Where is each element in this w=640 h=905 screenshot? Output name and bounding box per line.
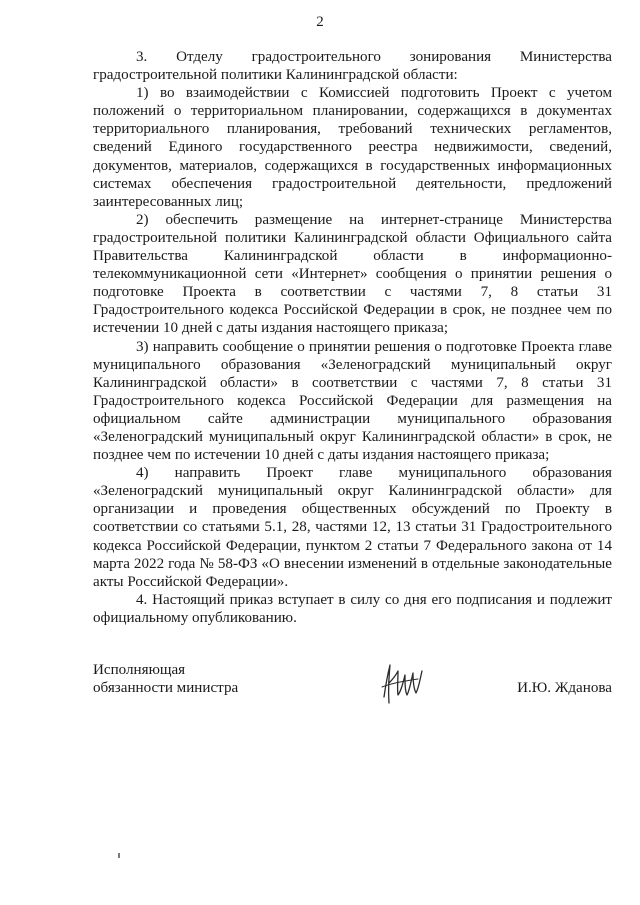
scan-mark [118, 853, 120, 858]
subparagraph-3: 3) направить сообщение о принятии решения о подготовке Проекта главе муниципального образования «Зеленоградский муниципальный округ Калининградской области» в соответствии с частями 7, 8 статьи 31 Градостроительного кодекса Российской Федерации для размещения на официальном сайте администрации муниципального образования «Зеленоградский муниципальный округ Калининградской области» в срок, не позднее чем по истечении 10 дней с даты издания настоящего приказа; [93, 338, 612, 464]
signatory-position-line2: обязанности министра [93, 680, 239, 697]
order-body [93, 48, 612, 627]
subparagraph-4: 4) направить Проект главе муниципального образования «Зеленоградский муниципальный округ Калининградской области» для организации и проведения общественных обсуждений по Проекту в соответствии со статьями 5.1, 28, частями 12, 13 статьи 31 Градостроительного кодекса Российской Федерации, пунктом 2 статьи 7 Федерального закона от 14 марта 2022 года № 58-ФЗ «О внесении изменений в отдельные законодательные акты Российской Федерации». [93, 465, 612, 590]
signatory-name: И.Ю. Жданова [517, 680, 612, 696]
subparagraph-2: 2) обеспечить размещение на интернет-странице Министерства градостроительной политики Калининградской области Официального сайта Правительства Калининградской области в информационно-телекоммуникационной сети «Интернет» сообщения о принятии решения о подготовке Проекта в соответствии с частями 7, 8 статьи 31 Градостроительного кодекса Российской Федерации в срок, не позднее чем по истечении 10 дней с даты издания настоящего приказа; [93, 211, 612, 337]
signatory-position [93, 661, 238, 697]
paragraph-item-3: 3. Отделу градостроительного зонирования Министерства градостроительной политики Калининградской области: [93, 49, 612, 84]
signatory-position-line1: Исполняющая [93, 662, 186, 678]
page-number: 2 [316, 14, 324, 30]
handwritten-signature [378, 653, 428, 713]
paragraph-item-4: 4. Настоящий приказ вступает в силу со дня его подписания и подлежит официальному опубликованию. [93, 591, 612, 626]
signature-block [93, 661, 612, 721]
subparagraph-1: 1) во взаимодействии с Комиссией подготовить Проект с учетом положений о территориальном планировании, содержащихся в документах территориального планирования, требований технических регламентов, сведений Единого государственного реестра недвижимости, сведений, документов, материалов, содержащихся в государственных информационных системах обеспечения градостроительной деятельности, предложений заинтересованных лиц; [93, 85, 612, 210]
